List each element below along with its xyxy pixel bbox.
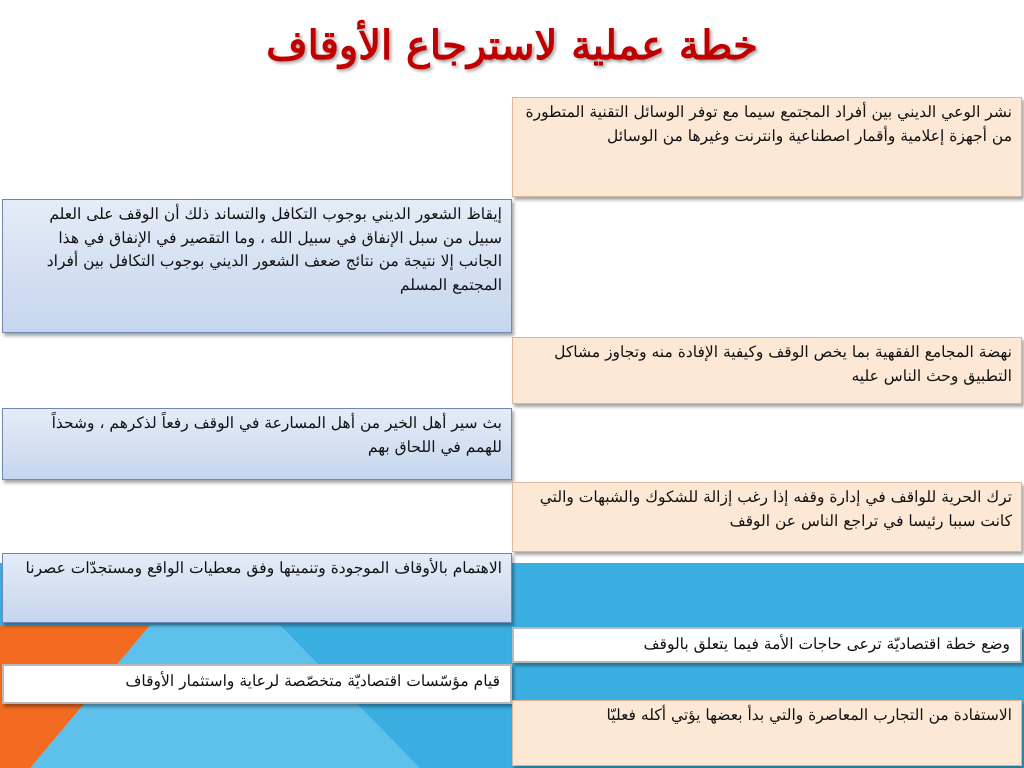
step-text: إيقاظ الشعور الديني بوجوب التكافل والتساند ذلك أن الوقف على العلم سبيل من سبل الإنفاق في سبيل الله ، وما التقصير في الإنفاق في هذا الجانب إلا نتيجة من نتائج ضعف الشعور الديني بوجوب التكافل بين أفراد المجتمع المسلم [46, 205, 502, 294]
step-box [512, 97, 1022, 197]
slide-title: خطة عملية لاسترجاع الأوقاف [266, 22, 758, 69]
step-text: الاستفادة من التجارب المعاصرة والتي بدأ بعضها يؤتي أكله فعليّا [606, 706, 1012, 724]
step-text: وضع خطة اقتصاديّة ترعى حاجات الأمة فيما يتعلق بالوقف [643, 635, 1010, 653]
step-box [512, 627, 1022, 663]
step-box [512, 482, 1022, 552]
step-text: ترك الحرية للواقف في إدارة وقفه إذا رغب إزالة للشكوك والشبهات والتي كانت سببا رئيسا في تراجع الناس عن الوقف [539, 488, 1012, 530]
step-box [2, 408, 512, 480]
step-text: نشر الوعي الديني بين أفراد المجتمع سيما مع توفر الوسائل التقنية المتطورة من أجهزة إعلامية وأقمار اصطناعية وانترنت وغيرها من الوسائل [525, 103, 1012, 145]
step-box [512, 337, 1022, 404]
step-box [2, 553, 512, 623]
step-box [2, 199, 512, 333]
step-text: الاهتمام بالأوقاف الموجودة وتنميتها وفق معطيات الواقع ومستجدّات عصرنا [25, 559, 502, 577]
step-text: نهضة المجامع الفقهية بما يخص الوقف وكيفية الإفادة منه وتجاوز مشاكل التطبيق وحث الناس عليه [554, 343, 1012, 385]
step-text: بث سير أهل الخير من أهل المسارعة في الوقف رفعاً لذكرهم ، وشحذاً للهمم في اللحاق بهم [51, 414, 502, 456]
step-box [2, 664, 512, 704]
step-box [512, 700, 1022, 766]
step-text: قيام مؤسّسات اقتصاديّة متخصّصة لرعاية واستثمار الأوقاف [125, 672, 500, 690]
